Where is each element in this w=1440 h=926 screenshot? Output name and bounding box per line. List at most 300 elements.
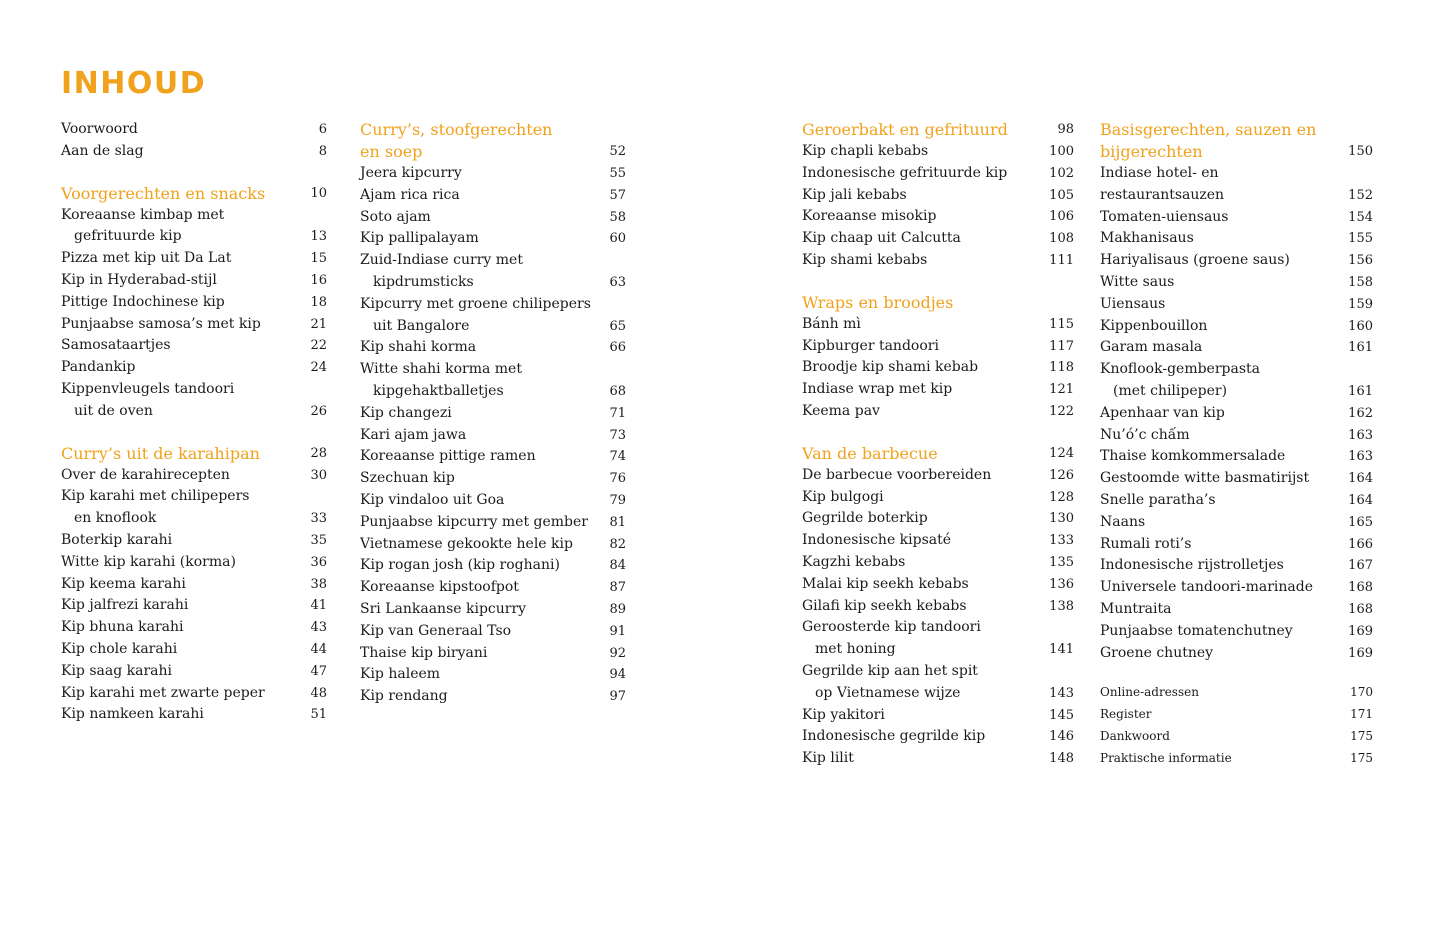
- toc-entry-label: [61, 683, 310, 705]
- label-line: Kippenbouillon: [1100, 317, 1208, 334]
- label-line: Kari ajam jawa: [360, 426, 467, 443]
- page-number: 146: [1049, 729, 1074, 745]
- toc-entry: [360, 555, 626, 577]
- toc-entry-label: [802, 465, 1049, 487]
- page-number: 82: [609, 536, 626, 552]
- label-line: Kip bulgogi: [802, 488, 884, 505]
- toc-entry-label: [802, 726, 1049, 748]
- label-line: Soto ajam: [360, 208, 431, 225]
- page-number: 48: [310, 685, 327, 701]
- toc-entry-label: [1100, 555, 1348, 577]
- toc-entry: [1100, 359, 1373, 403]
- page-number: 160: [1348, 318, 1373, 334]
- toc-entry: [61, 574, 327, 596]
- toc-entry-label: [1100, 207, 1348, 229]
- page-number: 133: [1049, 533, 1074, 549]
- label-line: Gilafi kip seekh kebabs: [802, 597, 967, 614]
- label-line: Kip chole karahi: [61, 640, 178, 657]
- toc-entry-label: [802, 379, 1049, 401]
- toc-entry: [1100, 316, 1373, 338]
- page-number: 168: [1348, 580, 1373, 596]
- label-line: Punjaabse tomatenchutney: [1100, 622, 1293, 639]
- toc-entry-label: [61, 661, 310, 683]
- toc-entry: [360, 446, 626, 468]
- toc-entry: [1100, 490, 1373, 512]
- page-number: 128: [1049, 489, 1074, 505]
- page-number: 121: [1049, 382, 1074, 398]
- label-line: Praktische informatie: [1100, 750, 1232, 765]
- toc-entry: [360, 534, 626, 556]
- label-line: Koreaanse misokip: [802, 208, 937, 225]
- label-line: met honing: [815, 641, 896, 658]
- label-line: Makhanisaus: [1100, 230, 1194, 247]
- toc-entry: [802, 401, 1074, 423]
- toc-entry: [61, 595, 327, 617]
- toc-entry-label: [360, 490, 609, 512]
- toc-entry-label: [360, 643, 609, 665]
- toc-entry: [802, 141, 1074, 163]
- label-line: Kip karahi met chilipepers: [61, 488, 250, 505]
- toc-entry: [360, 359, 626, 403]
- page-number: 89: [609, 601, 626, 617]
- label-line: Kip haleem: [360, 666, 441, 683]
- toc-entry-label: [360, 534, 609, 556]
- toc-entry-label: [1100, 490, 1348, 512]
- toc-entry-label: [1100, 512, 1348, 534]
- label-line: Tomaten-uiensaus: [1100, 208, 1229, 225]
- label-line: Witte saus: [1100, 273, 1175, 290]
- toc-entry: [802, 574, 1074, 596]
- label-line: Broodje kip shami kebab: [802, 359, 979, 376]
- page-number: 68: [609, 383, 626, 399]
- page-number: 124: [1049, 445, 1074, 461]
- toc-entry-label: [802, 661, 1049, 705]
- toc-entry: [360, 228, 626, 250]
- page-number: 97: [609, 689, 626, 705]
- page-number: 60: [609, 231, 626, 247]
- toc-entry-label: [360, 468, 609, 490]
- page-number: 63: [609, 274, 626, 290]
- page-number: 167: [1348, 558, 1373, 574]
- page-title: INHOUD: [61, 66, 207, 101]
- toc-entry-label: [1100, 534, 1348, 556]
- toc-entry: [61, 661, 327, 683]
- toc-entry: [1100, 228, 1373, 250]
- label-line: Jeera kipcurry: [360, 165, 462, 181]
- page-number: 44: [310, 641, 327, 657]
- toc-entry: [1100, 272, 1373, 294]
- toc-entry: [360, 643, 626, 665]
- label-line: Pittige Indochinese kip: [61, 293, 225, 310]
- page-number: 91: [609, 623, 626, 639]
- label-line: Thaise komkommersalade: [1100, 448, 1286, 465]
- toc-entry: [360, 686, 626, 708]
- page-number: 35: [310, 532, 327, 548]
- label-line: kipdrumsticks: [373, 273, 474, 290]
- section-heading-label: [802, 292, 1074, 314]
- label-line: Kip pallipalayam: [360, 230, 479, 247]
- label-line: Geroosterde kip tandoori: [802, 619, 981, 636]
- toc-entry-label: [802, 574, 1049, 596]
- toc-entry: [61, 552, 327, 574]
- toc-entry: [1100, 599, 1373, 621]
- page-number: 115: [1049, 316, 1074, 332]
- label-line: Kip chapli kebabs: [802, 143, 929, 159]
- toc-entry-label: [1100, 250, 1348, 272]
- toc-entry-label: [1100, 599, 1348, 621]
- label-line: bijgerechten: [1100, 142, 1203, 161]
- toc-entry: [1100, 534, 1373, 556]
- toc-entry-label: [802, 705, 1049, 727]
- page-number: 10: [310, 185, 327, 201]
- page-number: 16: [310, 272, 327, 288]
- page-number: 58: [609, 209, 626, 225]
- toc-entry-label: [802, 552, 1049, 574]
- label-line: Witte shahi korma met: [360, 361, 522, 378]
- toc-entry: [802, 250, 1074, 272]
- toc-entry: [360, 207, 626, 229]
- toc-entry: [802, 487, 1074, 509]
- toc-entry: [802, 530, 1074, 552]
- toc-entry-label: [61, 574, 310, 596]
- toc-entry: [360, 337, 626, 359]
- toc-entry: [1100, 250, 1373, 272]
- toc-entry: [1100, 726, 1373, 748]
- page-number: 87: [609, 580, 626, 596]
- toc-entry: [1100, 621, 1373, 643]
- label-line: Hariyalisaus (groene saus): [1100, 252, 1290, 269]
- toc-entry-label: [1100, 316, 1348, 338]
- page-number: 55: [609, 166, 626, 181]
- toc-entry: [1100, 512, 1373, 534]
- label-line: Kip rogan josh (kip roghani): [360, 557, 560, 574]
- section-heading-label: [802, 119, 1057, 141]
- toc-entry-label: [360, 621, 609, 643]
- label-line: Vietnamese gekookte hele kip: [360, 535, 573, 552]
- toc-entry-label: [360, 512, 609, 534]
- toc-entry: [360, 163, 626, 185]
- page-number: 102: [1049, 165, 1074, 181]
- label-line: Geroerbakt en gefrituurd: [802, 120, 1008, 139]
- toc-entry: [1100, 446, 1373, 468]
- toc-entry-label: [360, 185, 609, 207]
- page-number: 73: [609, 427, 626, 443]
- toc-entry-label: [61, 292, 310, 314]
- toc-entry-label: [61, 357, 310, 379]
- label-line: Van de barbecue: [802, 443, 938, 463]
- label-line: Kagzhi kebabs: [802, 553, 906, 570]
- toc-entry: [802, 163, 1074, 185]
- toc-entry: [1100, 748, 1373, 770]
- label-line: Gestoomde witte basmatirijst: [1100, 470, 1310, 487]
- label-line: Aan de slag: [61, 142, 144, 159]
- page-number: 36: [310, 554, 327, 570]
- label-line: Gegrilde kip aan het spit: [802, 662, 978, 679]
- page-number: 41: [310, 598, 327, 614]
- toc-entry-label: [802, 357, 1049, 379]
- toc-entry-label: [802, 508, 1049, 530]
- toc-entry-label: [61, 335, 310, 357]
- toc-entry: [61, 639, 327, 661]
- page-number: 161: [1348, 340, 1373, 356]
- toc-entry-label: [61, 552, 310, 574]
- label-line: Uiensaus: [1100, 295, 1166, 312]
- label-line: Gegrilde boterkip: [802, 510, 928, 527]
- toc-entry-label: [61, 141, 319, 163]
- toc-entry-label: [360, 403, 609, 425]
- toc-entry: [802, 336, 1074, 358]
- page-number: 28: [310, 445, 327, 461]
- toc-entry: [1100, 163, 1373, 207]
- toc-entry: [360, 664, 626, 686]
- page-number: 66: [609, 340, 626, 356]
- toc-column-2: [360, 119, 626, 708]
- toc-entry-label: [360, 555, 609, 577]
- toc-entry: [360, 185, 626, 207]
- label-line: Knoflook-gemberpasta: [1100, 361, 1260, 378]
- label-line: kipgehaktballetjes: [373, 382, 504, 399]
- toc-column-4: [1100, 119, 1373, 770]
- toc-entry: [802, 465, 1074, 487]
- page-number: 164: [1348, 492, 1373, 508]
- label-line: Curry’s, stoofgerechten: [360, 120, 553, 139]
- section-heading: [802, 443, 1074, 465]
- page-number: 33: [310, 511, 327, 527]
- page-number: 94: [609, 667, 626, 683]
- page-number: 170: [1350, 685, 1373, 700]
- label-line: Thaise kip biryani: [360, 644, 488, 661]
- toc-entry-label: [802, 228, 1049, 250]
- label-line: Kip shahi korma: [360, 339, 477, 356]
- toc-entry-label: [802, 314, 1049, 336]
- toc-entry-label: [360, 599, 609, 621]
- section-heading: [802, 119, 1074, 141]
- page-number: 161: [1348, 383, 1373, 399]
- toc-entry-label: [61, 270, 310, 292]
- label-line: Kip in Hyderabad-stijl: [61, 271, 217, 288]
- toc-entry-label: [1100, 643, 1348, 665]
- page-number: 122: [1049, 403, 1074, 419]
- toc-entry: [61, 486, 327, 530]
- section-heading: [61, 183, 327, 205]
- page-number: 47: [310, 663, 327, 679]
- toc-entry: [802, 357, 1074, 379]
- label-line: Wraps en broodjes: [802, 292, 954, 312]
- toc-entry: [802, 379, 1074, 401]
- label-line: Kip yakitori: [802, 706, 885, 723]
- label-line: (met chilipeper): [1113, 382, 1228, 399]
- label-line: Kip bhuna karahi: [61, 619, 184, 636]
- label-line: Apenhaar van kip: [1100, 404, 1225, 421]
- toc-entry: [360, 621, 626, 643]
- toc-entry: [1100, 555, 1373, 577]
- label-line: Pizza met kip uit Da Lat: [61, 250, 232, 267]
- toc-entry: [61, 683, 327, 705]
- toc-entry-label: [802, 748, 1049, 770]
- toc-entry: [61, 270, 327, 292]
- label-line: Voorwoord: [61, 121, 138, 137]
- page-number: 165: [1348, 514, 1373, 530]
- page-number: 111: [1049, 252, 1074, 268]
- toc-entry: [360, 250, 626, 294]
- page-number: 156: [1348, 253, 1373, 269]
- toc-entry-label: [1100, 704, 1350, 726]
- section-heading-label: [802, 443, 1049, 465]
- toc-entry-label: [1100, 621, 1348, 643]
- page-number: 175: [1350, 728, 1373, 743]
- page-number: 118: [1049, 360, 1074, 376]
- page-number: 155: [1348, 231, 1373, 247]
- page-number: 71: [609, 405, 626, 421]
- toc-entry-label: [61, 465, 310, 487]
- label-line: Indiase wrap met kip: [802, 381, 953, 398]
- label-line: Indonesische kipsaté: [802, 532, 952, 549]
- label-line: Garam masala: [1100, 339, 1203, 356]
- label-line: gefrituurde kip: [74, 228, 182, 245]
- label-line: Kip changezi: [360, 404, 452, 421]
- toc-entry-label: [360, 664, 609, 686]
- toc-entry: [61, 379, 327, 423]
- toc-column-1: [61, 119, 327, 726]
- toc-entry-label: [1100, 403, 1348, 425]
- toc-entry: [1100, 468, 1373, 490]
- toc-entry: [1100, 577, 1373, 599]
- toc-entry: [360, 403, 626, 425]
- toc-entry: [802, 617, 1074, 661]
- label-line: Kip keema karahi: [61, 575, 186, 592]
- toc-entry-label: [1100, 577, 1348, 599]
- label-line: Universele tandoori-marinade: [1100, 579, 1313, 596]
- toc-entry: [802, 748, 1074, 770]
- label-line: Groene chutney: [1100, 644, 1214, 661]
- toc-entry-label: [802, 250, 1049, 272]
- toc-entry-label: [1100, 337, 1348, 359]
- label-line: Basisgerechten, sauzen en: [1100, 120, 1317, 139]
- page-number: 141: [1049, 642, 1074, 658]
- label-line: Ajam rica rica: [360, 186, 460, 203]
- label-line: Naans: [1100, 513, 1146, 530]
- toc-entry-label: [61, 595, 310, 617]
- toc-entry: [360, 490, 626, 512]
- toc-entry: [802, 661, 1074, 705]
- toc-entry-label: [360, 207, 609, 229]
- page-number: 150: [1348, 144, 1373, 159]
- page-number: 22: [310, 338, 327, 354]
- section-heading-label: [61, 183, 310, 205]
- toc-entry: [61, 357, 327, 379]
- label-line: uit de oven: [74, 402, 153, 419]
- label-line: Indonesische gegrilde kip: [802, 728, 986, 745]
- toc-entry-label: [802, 530, 1049, 552]
- toc-entry-label: [360, 294, 609, 338]
- toc-column-3: [802, 119, 1074, 770]
- toc-entry: [360, 577, 626, 599]
- toc-entry-label: [1100, 163, 1348, 207]
- label-line: Szechuan kip: [360, 470, 455, 487]
- toc-entry: [802, 726, 1074, 748]
- page-number: 15: [310, 251, 327, 267]
- toc-entry-label: [360, 163, 609, 185]
- page-number: 43: [310, 620, 327, 636]
- label-line: Indonesische gefrituurde kip: [802, 164, 1008, 181]
- toc-entry: [360, 294, 626, 338]
- label-line: Kippenvleugels tandoori: [61, 380, 235, 397]
- toc-entry-label: [61, 314, 310, 336]
- toc-entry-label: [802, 596, 1049, 618]
- section-heading: [1100, 119, 1373, 163]
- toc-entry: [802, 185, 1074, 207]
- toc-entry-label: [1100, 748, 1350, 770]
- page-number: 138: [1049, 598, 1074, 614]
- toc-entry: [802, 596, 1074, 618]
- toc-entry-label: [802, 163, 1049, 185]
- toc-entry-label: [61, 248, 310, 270]
- label-line: Bánh mì: [802, 315, 861, 332]
- toc-entry-label: [61, 205, 310, 249]
- toc-entry: [61, 248, 327, 270]
- toc-entry: [802, 508, 1074, 530]
- section-heading: [360, 119, 626, 163]
- page-number: 100: [1049, 144, 1074, 159]
- toc-entry: [360, 512, 626, 534]
- toc-entry-label: [1100, 446, 1348, 468]
- page-number: 30: [310, 467, 327, 483]
- toc-entry: [61, 465, 327, 487]
- toc-entry-label: [360, 686, 609, 708]
- toc-entry: [802, 552, 1074, 574]
- toc-entry-label: [1100, 425, 1348, 447]
- label-line: Kip saag karahi: [61, 662, 173, 679]
- page-number: 81: [609, 514, 626, 530]
- toc-entry: [1100, 704, 1373, 726]
- label-line: Kip van Generaal Tso: [360, 622, 512, 639]
- section-heading-label: [360, 119, 609, 163]
- toc-entry: [61, 314, 327, 336]
- toc-entry-label: [360, 337, 609, 359]
- section-heading: [61, 443, 327, 465]
- toc-entry: [61, 119, 327, 141]
- label-line: Nu’ó’c chấm: [1100, 426, 1190, 443]
- label-line: Koreaanse kipstoofpot: [360, 579, 519, 596]
- label-line: Online-adressen: [1100, 685, 1199, 700]
- toc-entry: [802, 705, 1074, 727]
- label-line: Kip namkeen karahi: [61, 706, 204, 723]
- page-number: 21: [310, 316, 327, 332]
- label-line: Kip chaap uit Calcutta: [802, 230, 961, 247]
- section-heading-label: [1100, 119, 1348, 163]
- label-line: en knoflook: [74, 510, 157, 527]
- page-number: 126: [1049, 467, 1074, 483]
- label-line: Keema pav: [802, 402, 880, 419]
- toc-entry-label: [360, 250, 609, 294]
- label-line: Kip lilit: [802, 750, 854, 767]
- page-number: 26: [310, 403, 327, 419]
- toc-entry: [360, 425, 626, 447]
- page-number: 79: [609, 492, 626, 508]
- page-number: 18: [310, 294, 327, 310]
- toc-entry-label: [1100, 294, 1348, 316]
- page-number: 169: [1348, 623, 1373, 639]
- page-number: 162: [1348, 405, 1373, 421]
- page-number: 166: [1348, 536, 1373, 552]
- label-line: Punjaabse samosa’s met kip: [61, 315, 261, 332]
- toc-entry: [1100, 643, 1373, 665]
- label-line: Curry’s uit de karahipan: [61, 443, 260, 463]
- label-line: Zuid-Indiase curry met: [360, 252, 523, 269]
- page-number: 13: [310, 229, 327, 245]
- toc-entry-label: [61, 486, 310, 530]
- toc-entry-label: [1100, 359, 1348, 403]
